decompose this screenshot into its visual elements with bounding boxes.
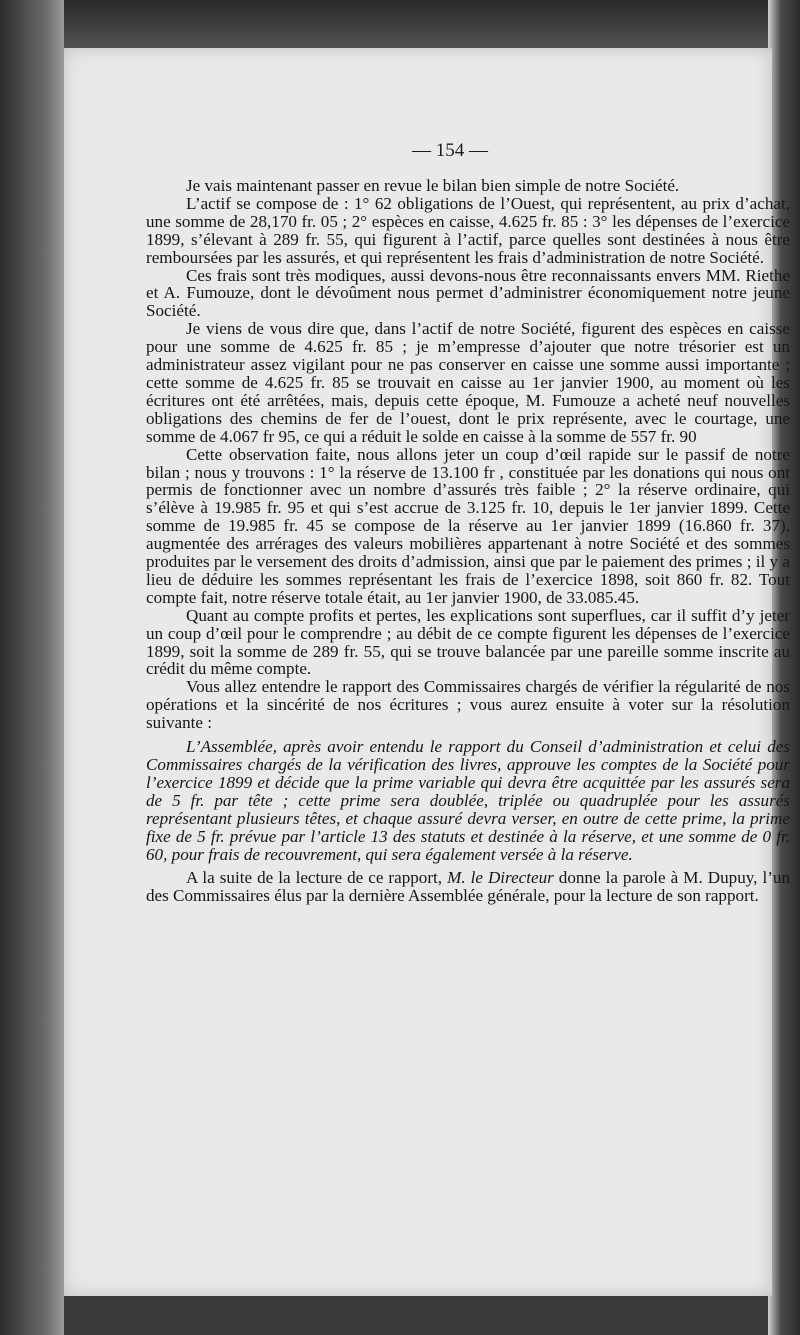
paragraph-commissaires: Vous allez entendre le rapport des Commissaires chargés de vérifier la régularité de nos opérations et la sincérité de nos écritures ; vous aurez ensuite à voter sur la résolution suivante :	[146, 677, 790, 733]
paragraph-passif: Cette observation faite, nous allons jeter un coup d’œil rapide sur le passif de notre bilan ; nous y trouvons : 1° la réserve de 13.100 fr , constituée par les donations qui nous ont permis de fonctionner avec un nombre d’assurés très faible ; 2° la réserve ordinaire, qui s’élève à 19.985 fr. 95 et qui s’est accrue de 3.125 fr. 10, depuis le 1er janvier 1899. Cette somme de 19.985 fr. 45 se compose de la réserve au 1er janvier 1899 (16.860 fr. 37), augmentée des arrérages des valeurs mobilières appartenant à notre Société et des sommes produites par le versement des droits d’admission, ainsi que par le paiement des primes ; il y a lieu de déduire les sommes représentant les frais de l’exercice 1898, soit 860 fr. 82. Tout compte fait, notre réserve totale était, au 1er janvier 1900, de 33.085.45.	[146, 444, 790, 607]
paragraph-closing	[146, 869, 790, 905]
paragraph-actif: L’actif se compose de : 1° 62 obligations de l’Ouest, qui représentent, au prix d’achat, une somme de 28,170 fr. 05 ; 2° espèces en caisse, 4.625 fr. 85 : 3° les dépenses de l’exercice 1899, s’élevant à 289 fr. 55, qui figurent à l’actif, parce quelles sont destinées à nous être remboursées par les assurés, et qui représentent les frais d’administration de notre Société.	[146, 193, 790, 267]
document-page	[64, 48, 790, 1296]
scan-background-top	[0, 0, 800, 52]
paragraph-especes: Je viens de vous dire que, dans l’actif de notre Société, figurent des espèces en caisse pour une somme de 4.625 fr. 85 ; je m’empresse d’ajouter que notre trésorier est un administrateur assez vigilant pour ne pas conserver en caisse une somme aussi importante ; cette somme de 4.625 fr. 85 se trouvait en caisse au 1er janvier 1900, au moment où les écritures ont été arrêtées, mais, depuis cette époque, M. Fumouze a acheté neuf nouvelles obligations des chemins de fer de l’ouest, dont le prix représente, avec le courtage, une somme de 4.067 fr 95, ce qui a réduit le solde en caisse à la somme de 557 fr. 90	[146, 319, 790, 446]
closing-speaker: M. le Directeur	[447, 868, 554, 888]
resolution-text: L’Assemblée, après avoir entendu le rapport du Conseil d’administration et celui des Commissaires chargés de la vérification des livres, approuve les comptes de la Société pour l’exercice 1899 et décide que la prime variable qui devra être acquittée par les assurés sera de 5 fr. par tête ; cette prime sera doublée, triplée ou quadruplée pour les assurés représentant plusieurs têtes, et chaque assuré devra verser, en outre de cette prime, la prime fixe de 5 fr. prévue par l’article 13 des statuts et destinée à la réserve, et une somme de 0 fr. 60, pour frais de recouvrement, qui sera également versée à la réserve.	[146, 737, 790, 864]
body-text	[146, 177, 790, 905]
scan-background-left	[0, 0, 64, 1335]
closing-after: donne la parole à M. Dupuy, l’un des Commissaires élus par la dernière Assemblée générale, pour la lecture de son rapport.	[146, 868, 790, 906]
paragraph-profits-pertes: Quant au compte profits et pertes, les explications sont superflues, car il suffit d’y jeter un coup d’œil pour le comprendre ; au débit de ce compte figurent les dépenses de l’exercice 1899, soit la somme de 289 fr. 55, qui se trouve balancée par une pareille somme inscrite au crédit du même compte.	[146, 605, 790, 679]
paragraph-frais: Ces frais sont très modiques, aussi devons-nous être reconnaissants envers MM. Riethe et A. Fumouze, dont le dévoûment nous permet d’administrer économiquement notre jeune Société.	[146, 265, 790, 321]
paragraph-intro: Je vais maintenant passer en revue le bilan bien simple de notre Société.	[186, 176, 680, 195]
closing-before: A la suite de la lecture de ce rapport,	[186, 868, 448, 888]
page-number: — 154 —	[412, 140, 488, 161]
